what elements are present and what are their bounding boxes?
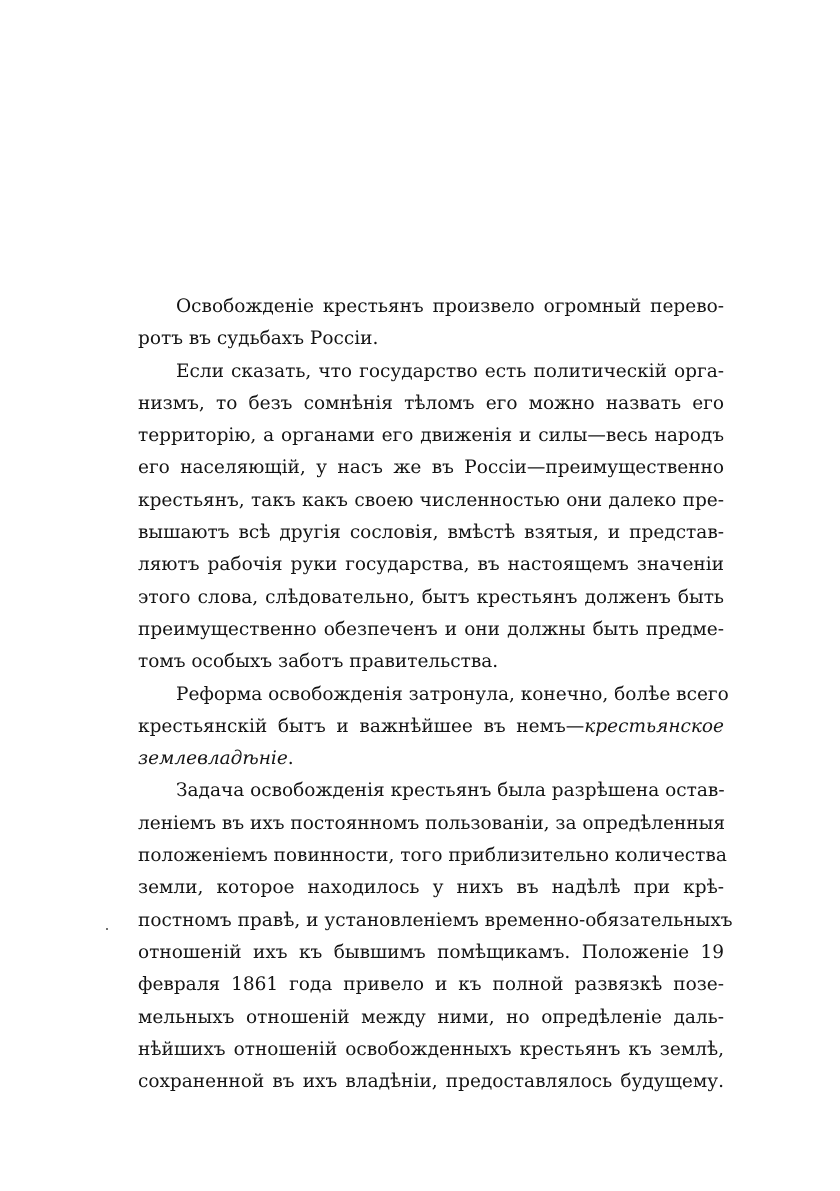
text-line: нѣйшихъ отношеній освобожденныхъ крестьянъ къ землѣ, [138, 1038, 724, 1060]
text-line: Освобожденіе крестьянъ произвело огромный перево- [176, 296, 724, 317]
paragraph [138, 291, 724, 356]
text-line: низмъ, то безъ сомнѣнія тѣломъ его можно назвать его [138, 392, 724, 414]
text-line: томъ особыхъ заботъ правительства. [138, 651, 499, 673]
text-line: земли, которое находилось у нихъ въ надѣлѣ при крѣ- [138, 877, 724, 899]
text-line: отношеній ихъ къ бывшимъ помѣщикамъ. Положеніе 19 [138, 941, 724, 963]
text-line: крестьянъ, такъ какъ своею численностью они далеко пре- [138, 489, 724, 511]
text-segment: . [287, 748, 294, 770]
text-line: леніемъ въ ихъ постоянномъ пользованіи, за опредѣленныя [138, 812, 725, 834]
italic-term: крестьянское [584, 715, 724, 737]
text-line: Если сказать, что государство есть политическій орга- [176, 360, 724, 382]
text-line: территорію, а органами его движенія и силы—весь народъ [138, 425, 724, 447]
text-line: вышаютъ всѣ другія сословія, вмѣстѣ взятыя, и представ- [138, 522, 724, 544]
text-line: этого слова, слѣдовательно, бытъ крестьянъ долженъ быть [138, 586, 724, 608]
text-line: ляютъ рабочія руки государства, въ настоящемъ значеніи [138, 554, 724, 576]
paragraph [138, 356, 724, 679]
text-line: его населяющій, у насъ же въ Россіи—преимущественно [138, 457, 724, 479]
text-line: мельныхъ отношеній между ними, но опредѣленіе даль- [138, 1006, 724, 1028]
italic-term: землевладѣніе [138, 748, 288, 770]
text-line: преимущественно обезпеченъ и они должны быть предме- [138, 618, 724, 640]
paragraph [138, 775, 733, 1098]
text-line: постномъ правѣ, и установленіемъ временно-обязательныхъ [138, 909, 733, 931]
text-line [138, 743, 724, 775]
body-text [138, 291, 733, 1098]
text-line: Реформа освобожденія затронула, конечно, болѣе всего [176, 683, 729, 705]
text-line: сохраненной въ ихъ владѣніи, предоставлялось будущему. [138, 1071, 724, 1093]
margin-speck [106, 928, 108, 930]
text-line: ротъ въ судьбахъ Россіи. [138, 328, 379, 350]
text-line: февраля 1861 года привело и къ полной развязкѣ позе- [138, 974, 724, 996]
text-line: Задача освобожденія крестьянъ была разрѣшена остав- [176, 780, 725, 802]
paragraph [138, 679, 729, 776]
text-line: положеніемъ повинности, того приблизительно количества [138, 845, 727, 867]
text-segment: крестьянскій бытъ и важнѣйшее въ немъ— [138, 715, 585, 737]
text-line [138, 711, 724, 743]
